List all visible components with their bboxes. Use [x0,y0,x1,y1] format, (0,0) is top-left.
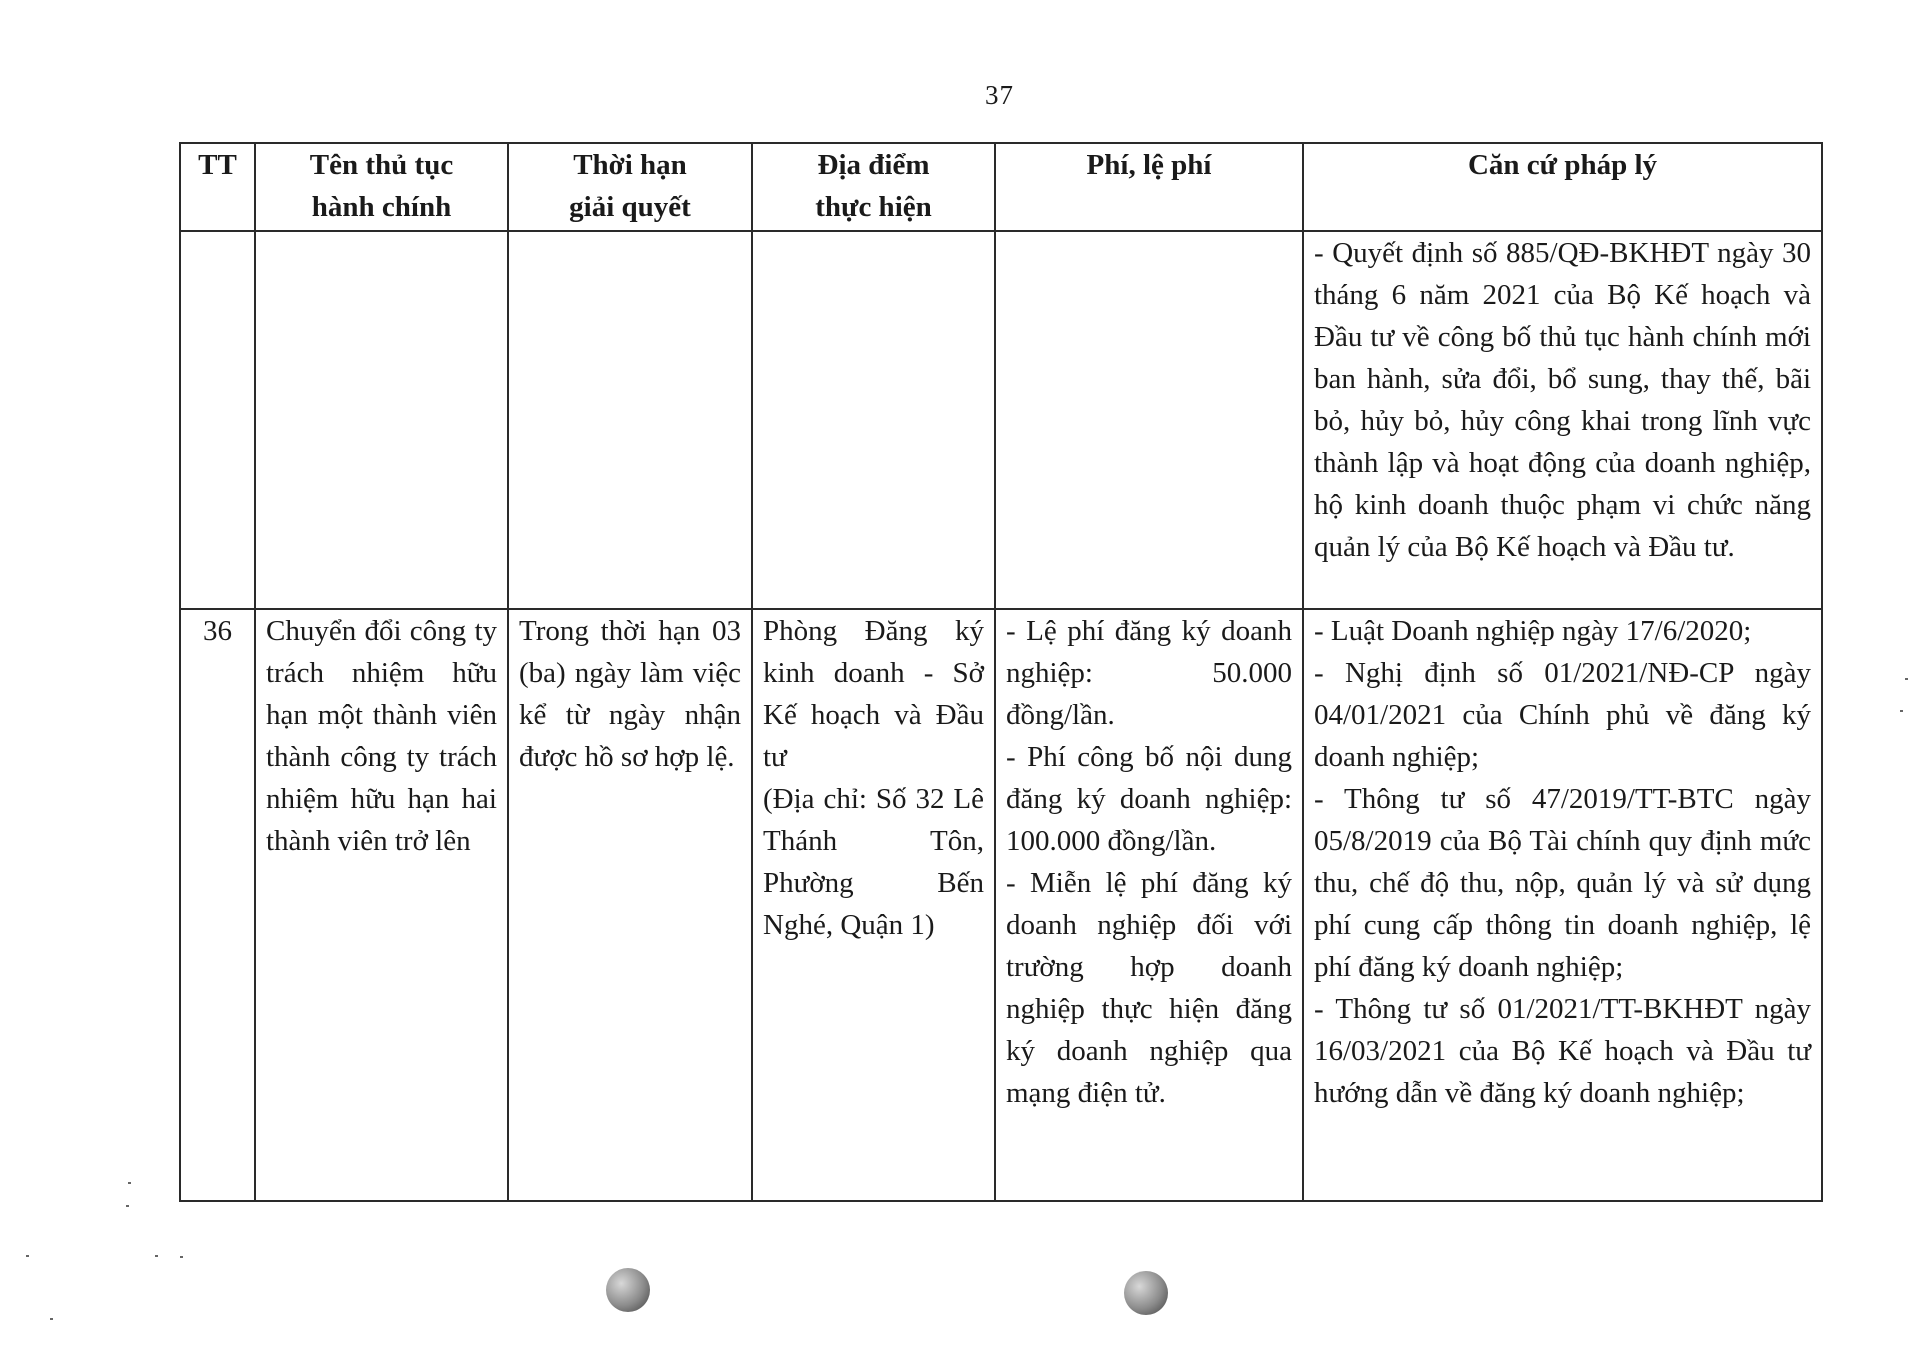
row-36-procedure-name: Chuyển đổi công ty trách nhiệm hữu hạn một thành viên thành công ty trách nhiệm hữu hạn hai thành viên trở lên [255,609,508,1201]
scan-speck [128,1182,131,1184]
header-location: Địa điểm thực hiện [752,143,995,231]
punch-hole-left [606,1268,650,1312]
header-legal-basis: Căn cứ pháp lý [1303,143,1822,231]
continuation-tt-cell [180,231,255,609]
continuation-procedure-cell [255,231,508,609]
row-36-duration: Trong thời hạn 03 (ba) ngày làm việc kể từ ngày nhận được hồ sơ hợp lệ. [508,609,752,1201]
scan-speck [126,1205,129,1207]
table-row-continuation [180,231,1822,609]
page-number: 37 [985,80,1014,110]
fee-item: - Miễn lệ phí đăng ký doanh nghiệp đối với trường hợp doanh nghiệp thực hiện đăng ký doanh nghiệp qua mạng điện tử. [1006,867,1292,1109]
header-duration: Thời hạn giải quyết [508,143,752,231]
continuation-legal-basis-cell: - Quyết định số 885/QĐ-BKHĐT ngày 30 tháng 6 năm 2021 của Bộ Kế hoạch và Đầu tư về công bố thủ tục hành chính mới ban hành, sửa đổi, bổ sung, thay thế, bãi bỏ, hủy bỏ, hủy công khai trong lĩnh vực thành lập và hoạt động của doanh nghiệp, hộ kinh doanh thuộc phạm vi chức năng quản lý của Bộ Kế hoạch và Đầu tư. [1303,231,1822,609]
continuation-fees-cell [995,231,1303,609]
continuation-duration-cell [508,231,752,609]
legal-basis-item: - Thông tư số 01/2021/TT-BKHĐT ngày 16/03/2021 của Bộ Kế hoạch và Đầu tư hướng dẫn về đăng ký doanh nghiệp; [1314,993,1811,1109]
header-tt: TT [180,143,255,231]
fee-item: - Lệ phí đăng ký doanh nghiệp: 50.000 đồng/lần. [1006,615,1292,731]
continuation-location-cell [752,231,995,609]
table-header-row [180,143,1822,231]
table-row-36 [180,609,1822,1201]
scan-speck [50,1318,53,1320]
legal-basis-item: - Thông tư số 47/2019/TT-BTC ngày 05/8/2019 của Bộ Tài chính quy định mức thu, chế độ thu, nộp, quản lý và sử dụng phí cung cấp thông tin doanh nghiệp, lệ phí đăng ký doanh nghiệp; [1314,783,1811,983]
scan-speck [155,1255,158,1257]
legal-basis-item: - Nghị định số 01/2021/NĐ-CP ngày 04/01/2021 của Chính phủ về đăng ký doanh nghiệp; [1314,657,1811,773]
row-36-location-office: Phòng Đăng ký kinh doanh - Sở Kế hoạch và Đầu tư [763,615,984,773]
scan-speck [180,1256,183,1258]
row-36-fees [995,609,1303,1201]
scan-speck [26,1255,29,1257]
scan-speck [1900,710,1903,712]
row-36-legal-basis [1303,609,1822,1201]
procedure-table [179,142,1823,1202]
row-36-location [752,609,995,1201]
scan-speck [1905,678,1908,680]
header-fees: Phí, lệ phí [995,143,1303,231]
row-36-tt: 36 [180,609,255,1201]
fee-item: - Phí công bố nội dung đăng ký doanh nghiệp: 100.000 đồng/lần. [1006,741,1292,857]
punch-hole-right [1124,1271,1168,1315]
header-procedure-name: Tên thủ tục hành chính [255,143,508,231]
legal-basis-item: - Luật Doanh nghiệp ngày 17/6/2020; [1314,615,1752,647]
row-36-location-address: (Địa chỉ: Số 32 Lê Thánh Tôn, Phường Bến Nghé, Quận 1) [763,783,984,941]
